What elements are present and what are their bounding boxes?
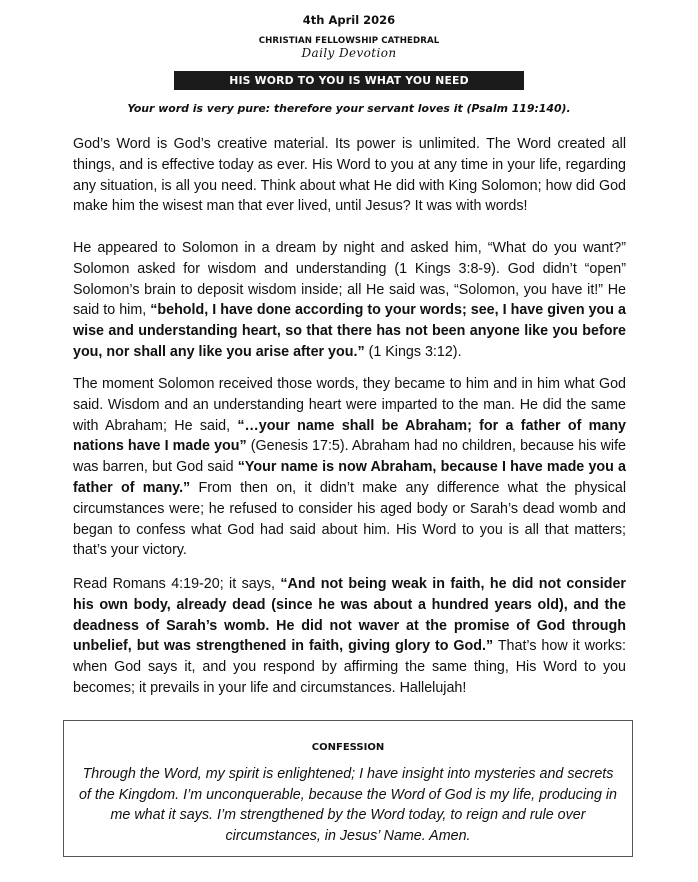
paragraph-2-quote: “behold, I have done according to your words; see, I have given you a wise and understanding heart, so that there has not been anyone like you before you, nor shall any like you arise after you.”: [73, 302, 626, 360]
confession-box: [63, 720, 633, 857]
paragraph-4-text-1: Read Romans 4:19-20; it says,: [73, 576, 281, 592]
paragraph-3-quote-2: “Your name is now Abraham, because I have made you a father of many.”: [73, 459, 626, 496]
scripture-verse: Your word is very pure: therefore your servant loves it (Psalm 119:140).: [127, 102, 571, 115]
paragraph-4-quote: “And not being weak in faith, he did not consider his own body, already dead (since he was about a hundred years old), and the deadness of Sarah’s womb. He did not waver at the promise of God through unbelief, but was strengthened in faith, giving glory to God.”: [73, 576, 626, 655]
paragraph-2: [73, 238, 626, 363]
paragraph-3-quote-1: “…your name shall be Abraham; for a father of many nations have I made you”: [73, 417, 627, 455]
devotion-date: 4th April 2026: [302, 13, 396, 27]
confession-title: CONFESSION: [311, 742, 385, 753]
paragraph-3-text-1: The moment Solomon received those words, they became to him and in him what God said. Wisdom and an understanding heart were imparted to the man. He did the same with Abraham; He said,: [73, 376, 626, 434]
paragraph-2-text-2: (1 Kings 3:12).: [364, 343, 462, 360]
paragraph-4-text-2: That’s how it works: when God says it, and you respond by affirming the same thing, His Word to you becomes; it prevails in your life and circumstances. Hallelujah!: [73, 638, 626, 696]
paragraph-1: God’s Word is God’s creative material. Its power is unlimited. The Word created all things, and is effective today as ever. His Word to you at any time in your life, regarding any situation, is all you need. Think about what He did with King Solomon; how did God make him the wisest man that ever lived, until Jesus? It was with words!: [73, 136, 626, 215]
paragraph-3: [73, 374, 626, 561]
devotion-title: HIS WORD TO YOU IS WHAT YOU NEED: [174, 71, 524, 90]
paragraph-3-text-3: From then on, it didn’t make any difference what the physical circumstances were; he refused to consider his aged body or Sarah’s dead womb and began to confess what God had said about him. His Word to you is all that matters; that’s your victory.: [73, 479, 626, 559]
devotion-subtitle: Daily Devotion: [301, 46, 397, 60]
paragraph-3-text-2: (Genesis 17:5). Abraham had no children, because his wife was barren, but God said: [73, 438, 626, 476]
church-name: CHRISTIAN FELLOWSHIP CATHEDRAL: [258, 36, 440, 46]
paragraph-2-text-1: He appeared to Solomon in a dream by night and asked him, “What do you want?” Solomon asked for wisdom and understanding (1 Kings 3:8-9). God didn’t “open” Solomon’s brain to deposit wisdom inside; all He said was, “Solomon, you have it!” He said to him,: [73, 240, 626, 319]
confession-text: Through the Word, my spirit is enlightened; I have insight into mysteries and secrets of the Kingdom. I’m unconquerable, because the Word of God is my life, producing in me what it says. I’m strengthened by the Word today, to reign and rule over circumstances, in Jesus’ Name. Amen.: [78, 766, 618, 844]
paragraph-4: [73, 574, 626, 699]
